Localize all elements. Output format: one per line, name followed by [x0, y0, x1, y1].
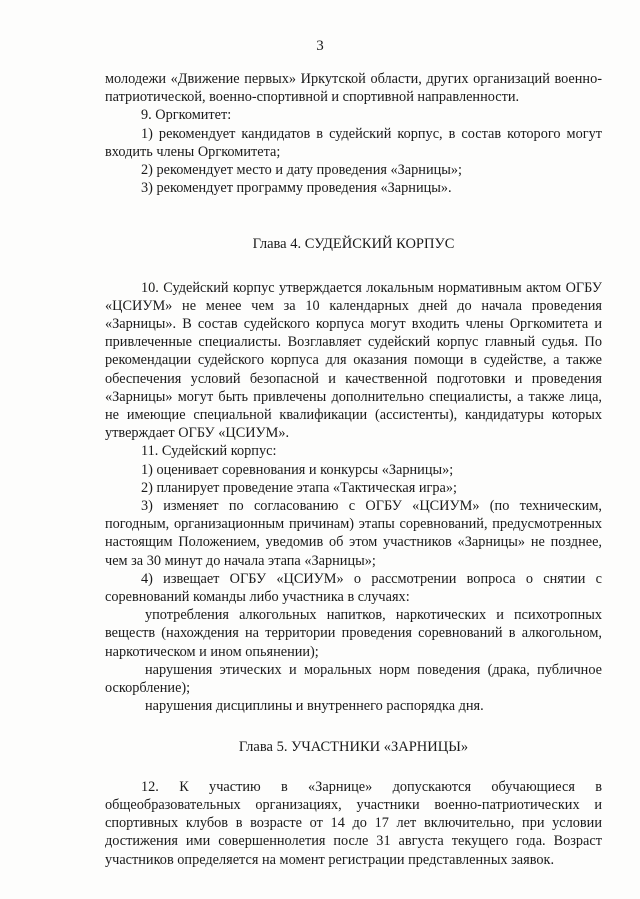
paragraph-10: 10. Судейский корпус утверждается локальным нормативным актом ОГБУ «ЦСИУМ» не менее чем за 10 календарных дней до начала проведения «Зарницы». В состав судейского корпуса могут входить члены Оргкомитета и привлеченные специалисты. Возглавляет судейский корпус главный судья. По рекомендации судейского корпуса для оказания помощи в судействе, а также обеспечения условий безопасной и качественной подготовки и проведения «Зарницы» могут быть привлечены дополнительно специалисты, а также лица, не имеющие специальной квалификации (ассистенты), кандидатуры которых утверждает ОГБУ «ЦСИУМ».: [105, 279, 602, 442]
paragraph-11-item-4: 4) извещает ОГБУ «ЦСИУМ» о рассмотрении вопроса о снятии с соревнований команды либо участника в случаях:: [105, 570, 602, 606]
paragraph-9-item-3: 3) рекомендует программу проведения «Зарницы».: [141, 180, 452, 197]
paragraph-11-title: 11. Судейский корпус:: [141, 443, 277, 460]
paragraph-11-item-1: 1) оценивает соревнования и конкурсы «Зарницы»;: [141, 461, 454, 478]
chapter-5-heading: Глава 5. УЧАСТНИКИ «ЗАРНИЦЫ»: [238, 738, 469, 755]
paragraph-continuation: молодежи «Движение первых» Иркутской области, других организаций военно-патриотической, военно-спортивной и спортивной направленности.: [105, 71, 602, 106]
case-ethics: нарушения этических и моральных норм поведения (драка, публичное оскорбление);: [105, 661, 602, 697]
case-alcohol: употребления алкогольных напитков, наркотических и психотропных веществ (нахождения на территории проведения соревнований в алкогольном, наркотическом и ином опьянении);: [105, 607, 602, 660]
document-body: [105, 70, 602, 869]
paragraph-11-item-2: 2) планирует проведение этапа «Тактическая игра»;: [141, 479, 458, 496]
paragraph-9-title: 9. Оргкомитет:: [141, 107, 232, 124]
paragraph-11-item-3: 3) изменяет по согласованию с ОГБУ «ЦСИУМ» (по техническим, погодным, организационным причинам) этапы соревнований, предусмотренных настоящим Положением, уведомив об этом участников «Зарницы» не позднее, чем за 30 минут до начала этапа «Зарницы»;: [105, 498, 602, 569]
paragraph-9-item-1: 1) рекомендует кандидатов в судейский корпус, в состав которого могут входить члены Оргкомитета;: [105, 125, 602, 160]
paragraph-12: 12. К участию в «Зарнице» допускаются обучающиеся в общеобразовательных организациях, участники военно-патриотических и спортивных клубов в возрасте от 14 до 17 лет включительно, при условии достижения ими совершеннолетия после 31 августа текущего года. Возраст участников определяется на момент регистрации представленных заявок.: [105, 778, 602, 868]
paragraph-9-item-2: 2) рекомендует место и дату проведения «Зарницы»;: [141, 162, 462, 179]
chapter-4-heading: Глава 4. СУДЕЙСКИЙ КОРПУС: [252, 236, 455, 253]
page-number: 3: [316, 38, 324, 54]
case-discipline: нарушения дисциплины и внутреннего распорядка дня.: [145, 698, 484, 715]
